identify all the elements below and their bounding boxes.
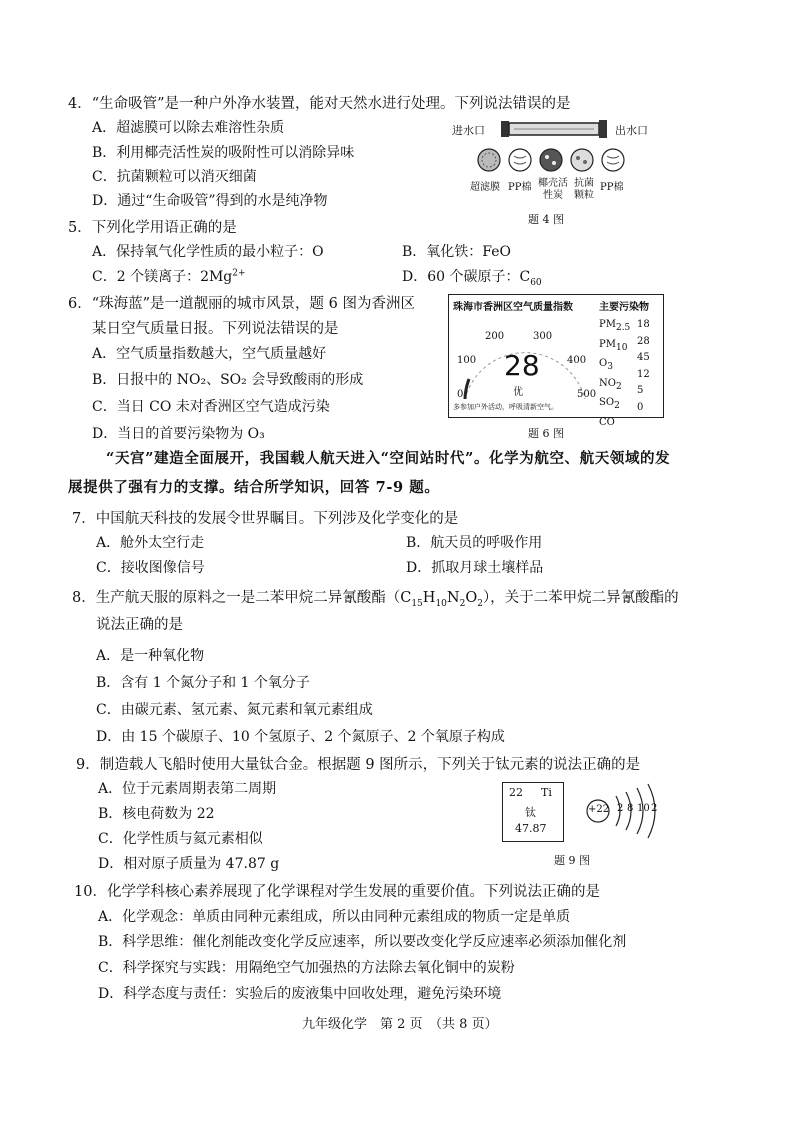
q4-inlet-label: 进水口 <box>452 124 485 137</box>
q10-option-a: A．化学观念：单质由同种元素组成，所以由同种元素组成的物质一定是单质 <box>98 909 571 925</box>
q9-caption: 题 9 图 <box>554 854 590 867</box>
aqi-level: 优 <box>513 387 523 398</box>
q6-option-a: A．空气质量指数越大，空气质量越好 <box>92 346 327 362</box>
q5-stem: 5．下列化学用语正确的是 <box>68 220 237 236</box>
q9-stem: 9．制造载人飞船时使用大量钛合金。根据题 9 图所示，下列关于钛元素的说法正确的是 <box>76 757 641 773</box>
aqi-title: 珠海市香洲区空气质量指数 <box>453 302 573 313</box>
q7-option-c: C．接收图像信号 <box>96 560 205 576</box>
pollutant-title: 主要污染物 <box>599 302 649 313</box>
q4-label-carbon: 椰壳活性炭 <box>538 178 568 201</box>
q4-option-d: D．通过“生命吸管”得到的水是纯净物 <box>92 193 328 209</box>
aqi-note: 多参加户外活动，呼吸清新空气。 <box>453 403 558 411</box>
q4-outlet-label: 出水口 <box>615 124 648 137</box>
q4-label-uf: 超滤膜 <box>470 182 500 193</box>
ti-nucleus: +22 <box>588 804 610 815</box>
ti-atomic-number: 22 <box>509 786 523 799</box>
aqi-value: 28 <box>504 349 540 382</box>
q7-option-d: D．抓取月球土壤样品 <box>406 560 544 576</box>
page-footer: 九年级化学 第 2 页 （共 8 页） <box>302 1017 498 1032</box>
q6-option-d: D．当日的首要污染物为 O₃ <box>92 426 265 442</box>
q4-option-a: A．超滤膜可以除去难溶性杂质 <box>92 120 285 136</box>
q6-caption: 题 6 图 <box>528 427 564 440</box>
q4-option-b: B．利用椰壳活性炭的吸附性可以消除异味 <box>92 145 355 161</box>
filter-layers-icon <box>474 146 634 176</box>
scale-0: 0 <box>457 389 464 400</box>
q10-option-d: D．科学态度与责任：实验后的废液集中回收处理，避免污染环境 <box>98 986 502 1002</box>
q9-option-c: C．化学性质与氦元素相似 <box>98 831 263 847</box>
q8-stem-line2: 说法正确的是 <box>96 617 183 633</box>
ti-shell-3: 10 <box>637 803 650 814</box>
q4-label-pp1: PP棉 <box>508 182 532 193</box>
q8-option-b: B．含有 1 个氮分子和 1 个氧分子 <box>96 675 310 691</box>
q6-option-b: B．日报中的 NO₂、SO₂ 会导致酸雨的形成 <box>92 372 364 388</box>
intro-line1: “天宫”建造全面展开，我国载人航天进入“空间站时代”。化学为航空、航天领域的发 <box>106 450 671 467</box>
q4-label-pp2: PP棉 <box>600 182 624 193</box>
q9-option-d: D．相对原子质量为 47.87 g <box>98 856 280 872</box>
pollutant-names: $PM_{2.5}$ $PM_{10}$ $O_3$ $NO_2$ $SO_2$ CO <box>599 319 631 428</box>
scale-300: 300 <box>533 331 553 342</box>
scale-100: 100 <box>457 355 477 366</box>
q9-option-b: B．核电荷数为 22 <box>98 806 215 822</box>
scale-200: 200 <box>485 331 505 342</box>
q10-option-c: C．科学探究与实践：用隔绝空气加强热的方法除去氧化铜中的炭粉 <box>98 960 515 976</box>
q8-option-a: A．是一种氧化物 <box>96 648 205 664</box>
q9-option-a: A．位于元素周期表第二周期 <box>98 781 277 797</box>
q7-option-b: B．航天员的呼吸作用 <box>406 535 543 551</box>
ti-shell-2: 8 <box>627 803 634 814</box>
ti-shell-1: 2 <box>617 803 624 814</box>
q6-stem-line1: 6．“珠海蓝”是一道靓丽的城市风景，题 6 图为香洲区 <box>68 296 415 312</box>
scale-500: 500 <box>577 389 597 400</box>
ti-symbol: Ti <box>541 786 552 799</box>
q5-option-b: B．氧化铁：FeO <box>402 244 511 260</box>
q5-option-c: C．2 个镁离子：$2Mg^{2+}$ <box>92 268 246 285</box>
q4-caption: 题 4 图 <box>528 213 564 226</box>
ti-atomic-mass: 47.87 <box>515 822 547 835</box>
q4-option-c: C．抗菌颗粒可以消灭细菌 <box>92 169 257 185</box>
air-quality-report <box>448 294 664 428</box>
q5-option-a: A．保持氧气化学性质的最小粒子：O <box>92 244 324 260</box>
q10-option-b: B．科学思维：催化剂能改变化学反应速率，所以要改变化学反应速率必须添加催化剂 <box>98 934 627 950</box>
q8-stem: 8．生产航天服的原料之一是二苯甲烷二异氰酸酯$(C_{15}H_{10}N_2O_2)$，关于二苯甲烷二异氰酸酯的 <box>72 590 679 609</box>
q5-option-d: D．60 个碳原子：$C_{60}$ <box>402 269 542 288</box>
q6-option-c: C．当日 CO 未对香洲区空气造成污染 <box>92 399 330 415</box>
pollutant-values: 18 28 45 12 5 0 <box>637 319 650 413</box>
ti-shell-4: 2 <box>651 803 658 814</box>
straw-tube-icon <box>500 118 612 140</box>
q4-label-antibac: 抗菌颗粒 <box>574 178 594 201</box>
ti-name: 钛 <box>525 806 536 819</box>
q8-option-c: C．由碳元素、氢元素、氮元素和氧元素组成 <box>96 702 373 718</box>
q7-option-a: A．舱外太空行走 <box>96 535 205 551</box>
q4-stem: 4．“生命吸管”是一种户外净水装置，能对天然水进行处理。下列说法错误的是 <box>68 96 571 112</box>
scale-400: 400 <box>567 355 587 366</box>
titanium-element-card <box>502 782 564 842</box>
q7-stem: 7．中国航天科技的发展令世界瞩目。下列涉及化学变化的是 <box>72 511 459 527</box>
q6-stem-line2: 某日空气质量日报。下列说法错误的是 <box>92 321 339 337</box>
q8-option-d: D．由 15 个碳原子、10 个氢原子、2 个氮原子、2 个氧原子构成 <box>96 729 505 745</box>
q10-stem: 10．化学学科核心素养展现了化学课程对学生发展的重要价值。下列说法正确的是 <box>74 884 600 900</box>
intro-line2: 展提供了强有力的支撑。结合所学知识，回答 7-9 题。 <box>68 479 440 496</box>
